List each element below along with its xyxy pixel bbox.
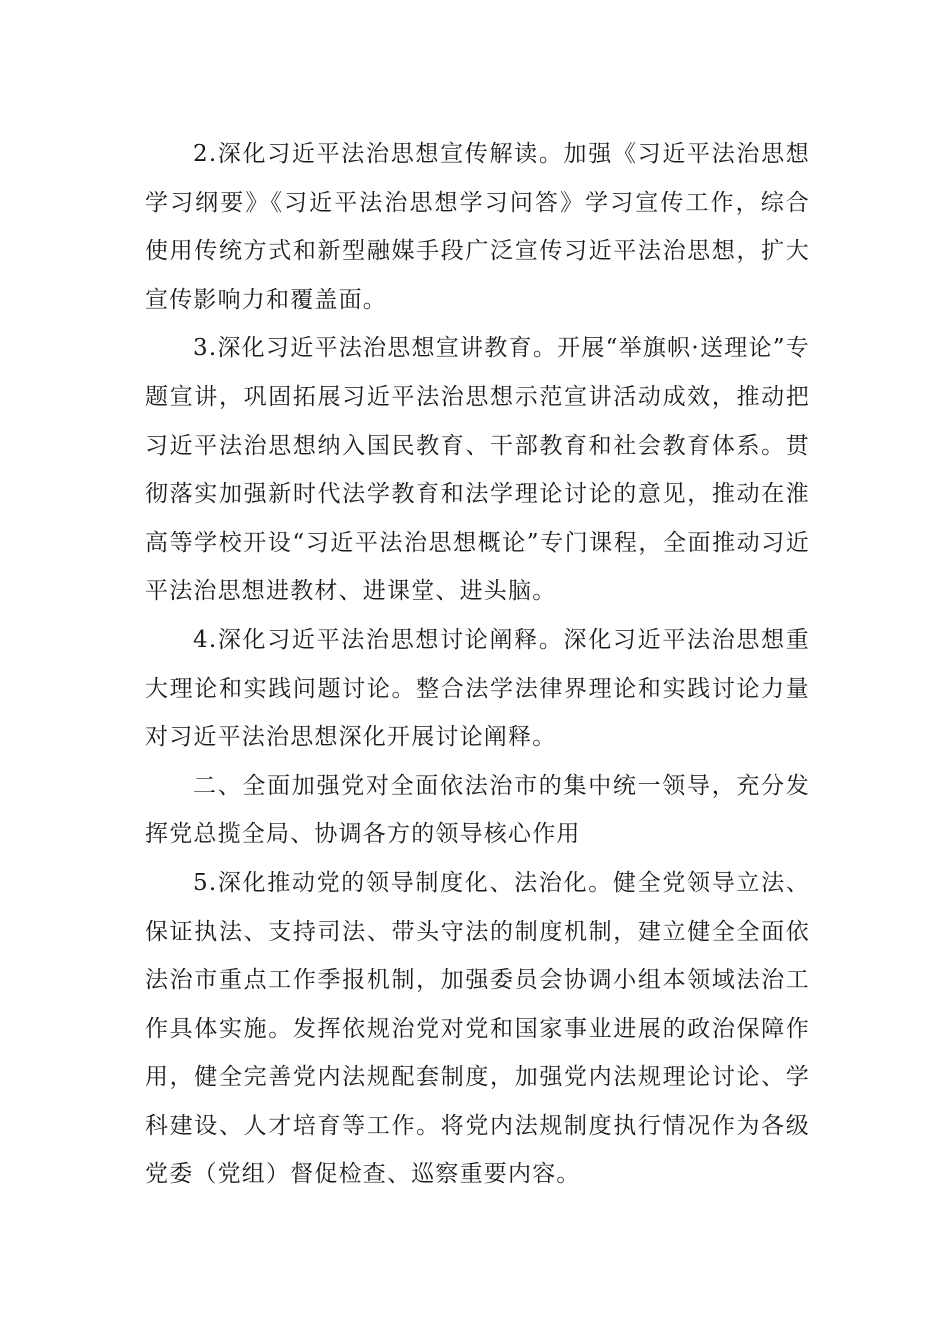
paragraph-item-2-publicity: 2.深化习近平法治思想宣传解读。加强《习近平法治思想学习纲要》《习近平法治思想学习问答》学习宣传工作，综合使用传统方式和新型融媒手段广泛宣传习近平法治思想，扩大宣传影响力和覆盖面。 [145, 141, 810, 313]
paragraph-item-5-leadership: 5.深化推动党的领导制度化、法治化。健全党领导立法、保证执法、支持司法、带头守法的制度机制，建立健全全面依法治市重点工作季报机制，加强委员会协调小组本领域法治工作具体实施。发挥依规治党对党和国家事业进展的政治保障作用，健全完善党内法规配套制度，加强党内法规理论讨论、学科建设、人才培育等工作。将党内法规制度执行情况作为各级党委（党组）督促检查、巡察重要内容。 [145, 869, 810, 1188]
document-body [145, 130, 810, 1199]
paragraph-item-4-research: 4.深化习近平法治思想讨论阐释。深化习近平法治思想重大理论和实践问题讨论。整合法学法律界理论和实践讨论力量对习近平法治思想深化开展讨论阐释。 [145, 626, 810, 751]
section-heading-2: 二、全面加强党对全面依法治市的集中统一领导，充分发挥党总揽全局、协调各方的领导核心作用 [145, 772, 810, 848]
paragraph-item-3-education: 3.深化习近平法治思想宣讲教育。开展“举旗帜·送理论”专题宣讲，巩固拓展习近平法治思想示范宣讲活动成效，推动把习近平法治思想纳入国民教育、干部教育和社会教育体系。贯彻落实加强新时代法学教育和法学理论讨论的意见，推动在淮高等学校开设“习近平法治思想概论”专门课程，全面推动习近平法治思想进教材、进课堂、进头脑。 [145, 335, 810, 605]
